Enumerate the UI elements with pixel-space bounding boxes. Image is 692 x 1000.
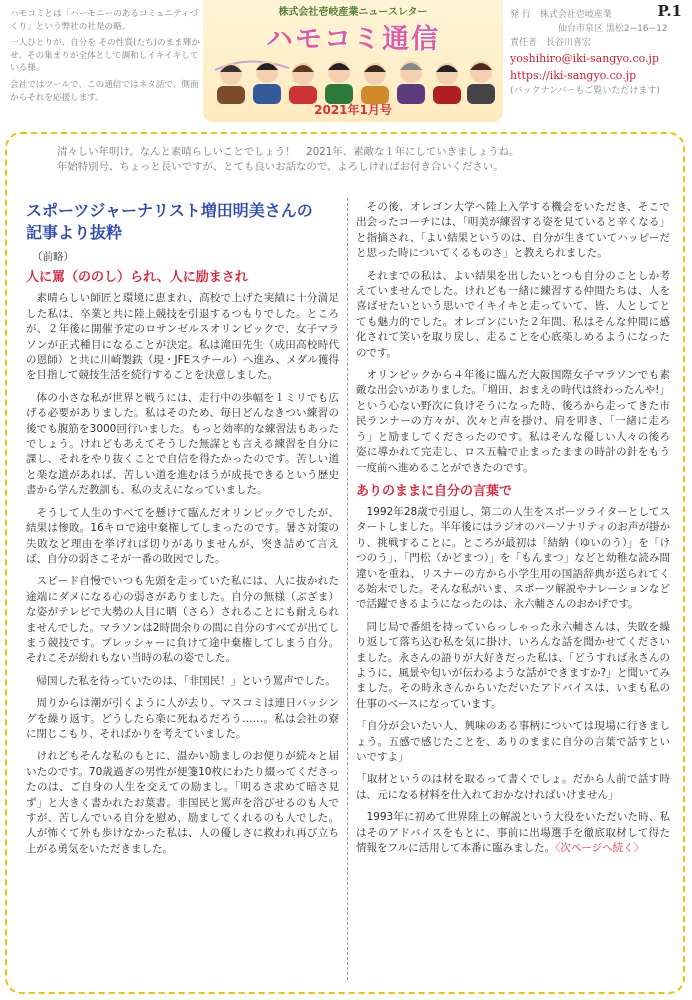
final-paragraph-text: 1993年に初めて世界陸上の解説という大役をいただいた時、私はそのアドバイスをもとに、事前に出場選手を徹底取材して得た情報をフルに活用して本番に臨みました。 (356, 811, 670, 855)
article-title (26, 200, 339, 244)
issue-date: 2021年1月号 (314, 103, 392, 117)
person-icon (433, 63, 461, 104)
website-link[interactable]: https://iki-sangyo.co.jp (510, 69, 637, 82)
right-column (356, 200, 670, 863)
paragraph: そうして人生のすべてを懸けて臨んだオリンピックでしたが、結果は惨敗。16キロで途中棄権してしまったのです。暑さ対策の失敗など理由を挙げれば切りがありませんが、突き詰めて言えば、自分の弱さこそが一番の敗因でした。 (26, 506, 339, 565)
about-text-2: 一人ひとりが、自分を その性質(たち)のまま輝かせ、その集まりが全体として調和しイキイキしている様。 (10, 38, 200, 74)
left-column (26, 200, 339, 864)
section-heading: 人に罵（ののし）られ、人に励まされ (26, 270, 248, 286)
quote: 「自分が会いたい人、興味のある事柄については現場に行きましょう。五感で感じたことを、ありのままに自分の言葉で話すといいですよ」 (356, 720, 670, 763)
greeting (57, 145, 637, 175)
about-text-3: 会社ではツールで、この通信ではネタ話で、側面からそれを応援します。 (10, 79, 199, 103)
about-blurb (10, 8, 202, 108)
publisher-address: 仙台市泉区 黒松2−16−12 (558, 24, 668, 34)
backnumber-note: (バックナンバーもご覧いただけます) (510, 86, 660, 96)
banner-title: ハモコミ通信 (266, 24, 440, 55)
column-divider (347, 198, 348, 980)
banner-subtitle: 株式会社壱岐産業ニュースレター (278, 7, 428, 18)
paragraph: 帰国した私を待っていたのは、「非国民！」という罵声でした。 (36, 674, 336, 687)
greeting-line: 清々しい年明け。なんと素晴らしいことでしょう！ 2021年、素敵な１年にしていきましょうね。 (57, 146, 520, 158)
person-icon (217, 63, 245, 104)
paragraph: スピード自慢でいつも先頭を走っていた私には、人に抜かれた途端にダメになる心の弱さがありました。自分の無様（ぶざま）な姿がテレビで大勢の人目に晒（さら）されることにも耐えられませんでした。マラソンは2時間余りの間に自分のすべてが出てしまう競技です。プレッシャーに負けて途中棄権してしまう自分。それこそが紛れもない当時の私の姿でした。 (26, 575, 339, 665)
greeting-line: 年始特別号、ちょっと長いですが、とても良いお話なので、よろしければお付き合いください。 (57, 161, 504, 173)
paragraph: その後、オレゴン大学へ陸上入学する機会をいただき、そこで出会ったコーチには、「明美が練習する姿を見ていると辛くなる」と指摘され、「よい結果というのは、自分が生きていてハッピーだと思った時についてくるものさ」と教えられました。 (356, 201, 670, 260)
editor-name: 長谷川喜宏 (546, 38, 592, 48)
person-icon (397, 61, 425, 104)
quote: 「取材というのは材を取るって書くでしょ。だから人前で話す時は、元になる材料を仕入れておかなければいけません」 (356, 773, 670, 801)
article-title-line: スポーツジャーナリスト増田明美さんの (26, 201, 313, 220)
newsletter-banner (203, 0, 503, 122)
paragraph: 素晴らしい師匠と環境に恵まれ、高校で上げた実績に十分満足した私は、卒業と共に陸上競技を引退するつもりでした。ところが、２年後に開催予定のロサンゼルスオリンピックで、女子マラソンが正式種目になることが決定。私は滝田先生（成田高校時代の恩師）と共に川崎製鉄（現・JFEスチール）へ進み、メダル獲得を目指して競技生活を続行することを決意しました。 (26, 292, 339, 382)
continued-note: 〈次ページへ続く〉 (555, 842, 645, 855)
paragraph: それまでの私は、よい結果を出したいとつも自分のことしか考えていませんでした。けれども一緒に練習する仲間たちは、人を喜ばせたいという思いでイキイキと走っていて、皆、人としてとても魅力的でした。オレゴンにいた２年間、私はそんな仲間に感化されて笑いを取り戻し、走ることを心底楽しめるようになったのです。 (356, 269, 670, 359)
paragraph: オリンピックから４年後に臨んだ大阪国際女子マラソンでも素敵な出会いがありました。「増田、おまえの時代は終わったんや!」という心ない野次に負けそうになった時、後ろから走ってきた市民ランナーの方々が、次々と声を掛け、肩を叩き、「一緒に走ろう」と励ましてくださったのです。私はそんな優しい人々の後ろ姿に導かれて完走し、ロス五輪で止まったままの時計の針をもう一度前へ進めることができたのです。 (356, 369, 670, 474)
paragraph: 周りからは潮が引くように人が去り、マスコミは連日バッシングを繰り返す。どうしたら楽に死ねるだろう……。私は会社の寮に閉じこもり、そればかりを考えていました。 (26, 697, 339, 740)
page-number: P.1 (657, 2, 682, 20)
publisher-label: 発 行 (510, 10, 531, 20)
publisher-info (510, 8, 690, 98)
person-icon (289, 63, 317, 104)
person-icon (361, 63, 389, 104)
editor-label: 責任者 (510, 38, 538, 48)
person-icon (467, 61, 495, 104)
article-title-line: 記事より抜粋 (26, 223, 123, 242)
about-text: ハモコミとは「ハーモニーのあるコミュニティづくり」という弊社の社是の略。 (10, 9, 199, 32)
paragraph (356, 810, 670, 856)
paragraph: 体の小さな私が世界と戦うには、走行中の歩幅を１ミリでも広げる必要がありました。私はそのため、毎日どんなきつい練習の後でも腹筋を3000回行いました。もっと効率的な練習法もあったでしょう。けれどもあえてそうした無謀とも言える練習を自分に課し、それをやり抜くことで自信を得たかったのです。苦しい道と楽な道があれば、苦しい道を進むほうが成長できるという歴史書から学んだ教訓も、私の支えになっていました。 (26, 391, 339, 497)
staff-illustration (209, 50, 497, 104)
paragraph: 同じ局で番組を持っていらっしゃった永六輔さんは、失敗を繰り返して落ち込む私を気に掛け、いろんな話を聞かせてくださいました。永さんの語りが大好きだった私は、「どうすれば永さんのように、風景や匂いが伝わるような話ができますか?」と聞いてみました。その時永さんからいただいたアドバイスは、いまも私の仕事のベースになっています。 (356, 620, 670, 710)
paragraph: けれどもそんな私のもとに、温かい励ましのお便りが続々と届いたのです。70歳過ぎの男性が便箋10枚にわたり綴ってくださったのは、ご自身の人生を交えての励まし。「明るさ求めて暗さ見ず」と大きく書かれたお葉書。非国民と罵声を浴びせるのも人ですが、苦しんでいる自分を慰め、励ましてくれるのも人でした。人が怖くて外も歩けなかった私は、人の優しさに救われ再び立ち上がる勇気をいただきました。 (26, 750, 339, 855)
person-icon (253, 61, 281, 104)
publisher-name: 株式会社壱岐産業 (539, 10, 612, 20)
section-heading: ありのままに自分の言葉で (356, 483, 513, 499)
person-icon (325, 61, 353, 104)
email-link[interactable]: yoshihiro@iki-sangyo.co.jp (510, 52, 659, 65)
paragraph: 1992年28歳で引退し、第二の人生をスポーツライターとしてスタートしました。半年後にはラジオのパーソナリティのお声が掛かり、挑戦することに。ところが最初は「結納（ゆいのう）」を「けつのう」、「門松（かどまつ）」を「もんまつ」などと幼稚な読み間違いを重ね、リスナーの方から小学生用の国語辞典が送られてくる始末でした。そんな私がいま、スポーツ解説やナレーションなどで活躍できるようになったのは、永六輔さんのおかげです。 (356, 505, 670, 611)
preface-note: （前略） (32, 251, 74, 263)
